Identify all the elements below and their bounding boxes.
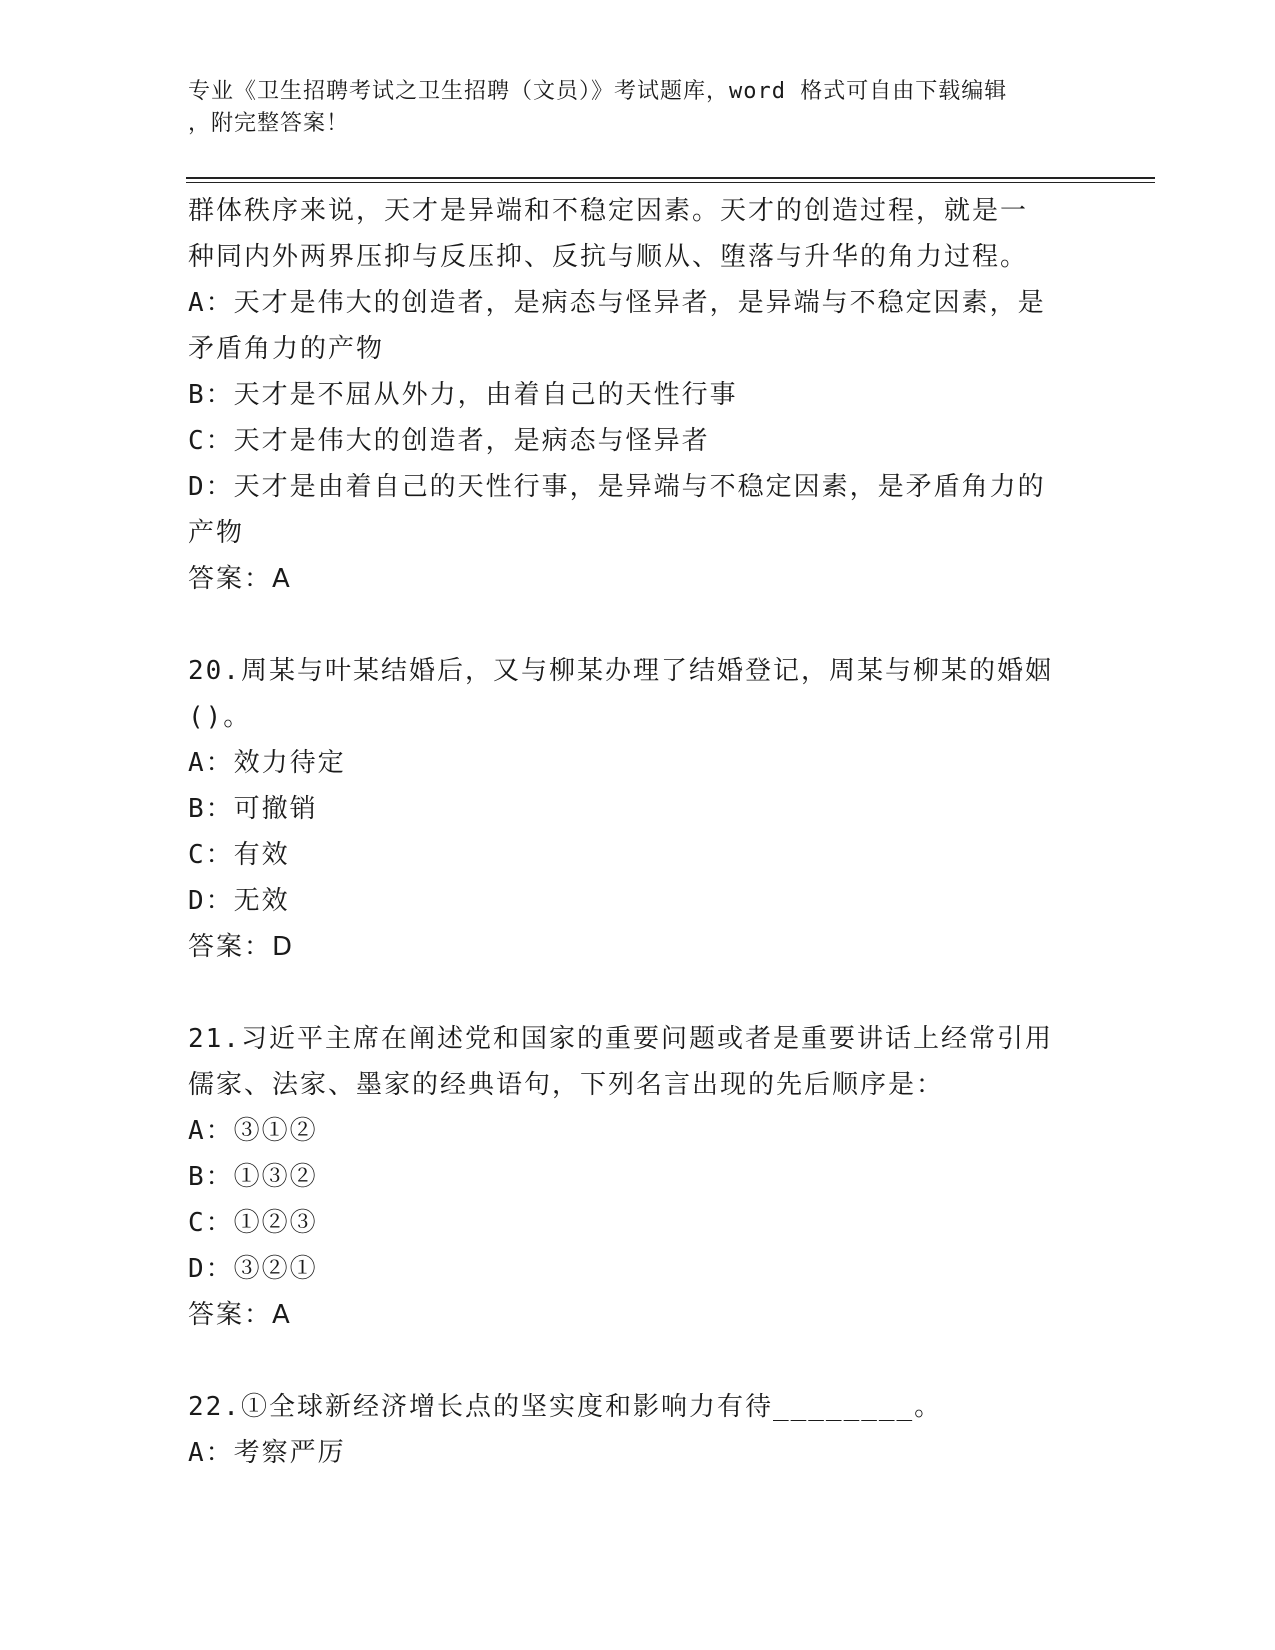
document-header <box>188 76 1088 140</box>
option-d: D：天才是由着自己的天性行事，是异端与不稳定因素，是矛盾角力的 <box>188 472 1046 502</box>
option-c: C：天才是伟大的创造者，是病态与怪异者 <box>188 426 710 456</box>
question-stem: 种同内外两界压抑与反压抑、反抗与顺从、堕落与升华的角力过程。 <box>188 242 1029 272</box>
answer: 答案：D <box>188 932 295 962</box>
header-line-1: 专业《卫生招聘考试之卫生招聘（文员）》考试题库，word 格式可自由下载编辑 <box>188 79 1008 104</box>
option-a: A：③①② <box>188 1116 318 1146</box>
question-21 <box>188 1016 1088 1338</box>
spacer <box>188 1338 1088 1384</box>
question-stem: 22.①全球新经济增长点的坚实度和影响力有待________。 <box>188 1392 943 1422</box>
header-line-2: ，附完整答案！ <box>188 111 350 136</box>
question-stem: ()。 <box>188 702 252 732</box>
question-stem: 20.周某与叶某结婚后，又与柳某办理了结婚登记，周某与柳某的婚姻 <box>188 656 1053 686</box>
option-a: 矛盾角力的产物 <box>188 334 385 364</box>
question-19 <box>188 188 1088 602</box>
spacer <box>188 602 1088 648</box>
question-20 <box>188 648 1088 970</box>
option-b: B：可撤销 <box>188 794 318 824</box>
spacer <box>188 970 1088 1016</box>
option-c: C：①②③ <box>188 1208 318 1238</box>
answer: 答案：A <box>188 564 292 594</box>
option-a: A：效力待定 <box>188 748 346 778</box>
question-stem: 21.习近平主席在阐述党和国家的重要问题或者是重要讲话上经常引用 <box>188 1024 1053 1054</box>
option-a: A：考察严厉 <box>188 1438 346 1468</box>
option-a: A：天才是伟大的创造者，是病态与怪异者，是异端与不稳定因素，是 <box>188 288 1046 318</box>
question-22 <box>188 1384 1088 1476</box>
option-c: C：有效 <box>188 840 290 870</box>
option-d: D：③②① <box>188 1254 318 1284</box>
option-d: 产物 <box>188 518 245 548</box>
answer: 答案：A <box>188 1300 292 1330</box>
question-list <box>188 188 1088 1476</box>
question-stem: 儒家、法家、墨家的经典语句，下列名言出现的先后顺序是： <box>188 1070 945 1100</box>
option-b: B：①③② <box>188 1162 318 1192</box>
header-divider <box>186 177 1155 183</box>
option-b: B：天才是不屈从外力，由着自己的天性行事 <box>188 380 738 410</box>
question-stem: 群体秩序来说，天才是异端和不稳定因素。天才的创造过程，就是一 <box>188 196 1029 226</box>
option-d: D：无效 <box>188 886 290 916</box>
